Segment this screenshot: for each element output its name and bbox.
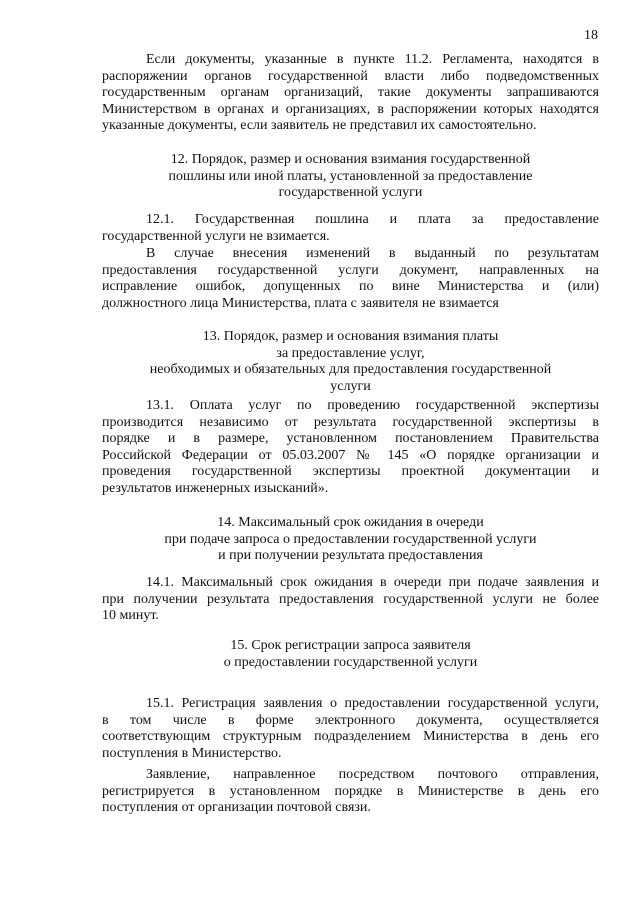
text-line: предоставления государственной услуги документ, направленных на	[102, 262, 599, 278]
text-line: В случае внесения изменений в выданный по результатам	[146, 246, 599, 261]
heading-line: государственной услуги	[278, 185, 423, 200]
section-heading-12	[102, 152, 599, 202]
section-heading-14	[102, 515, 599, 565]
section-heading-13	[102, 329, 599, 395]
text-line: соответствующим структурным подразделением Министерства в день его	[102, 729, 599, 744]
section-heading-15	[102, 638, 599, 671]
heading-line: 13. Порядок, размер и основания взимания платы	[202, 329, 499, 344]
text-line: Российской Федерации от 05.03.2007 № 145 «О порядке организации и	[102, 447, 599, 463]
paragraph-15-1	[102, 696, 599, 762]
paragraph-12-2	[102, 246, 599, 312]
text-line: указанные документы, если заявитель не представил их самостоятельно.	[102, 118, 537, 133]
text-line: Заявление, направленное посредством почтового отправления,	[146, 767, 599, 782]
heading-line: пошлины или иной платы, установленной за предоставление	[168, 168, 533, 184]
heading-line: услуги	[330, 378, 371, 394]
text-line: 13.1. Оплата услуг по проведению государственной экспертизы	[146, 398, 599, 413]
text-line: 10 минут.	[102, 608, 159, 623]
text-line: Министерством в органах и организациях, в распоряжении которых находятся	[102, 101, 599, 117]
text-line: государственным органам организаций, такие документы запрашиваются	[102, 85, 599, 100]
heading-line: при подаче запроса о предоставлении государственной услуги	[164, 531, 537, 547]
text-line: государственной услуги не взимается.	[102, 228, 330, 244]
text-line: поступления от организации почтовой связи.	[102, 800, 371, 815]
paragraph-14-1	[102, 575, 599, 625]
paragraph-13-1	[102, 398, 599, 497]
text-line: производится независимо от результата государственной экспертизы в	[102, 414, 599, 430]
text-line: в том числе в форме электронного документа, осуществляется	[102, 712, 599, 728]
text-line: исправление ошибок, допущенных по вине Министерства и (или)	[102, 279, 599, 294]
text-line: 12.1. Государственная пошлина и плата за предоставление	[146, 212, 599, 227]
paragraph-12-1	[102, 212, 599, 245]
text-line: порядке и в размере, установленном постановлением Правительства	[102, 431, 599, 446]
text-line: распоряжении органов государственной власти либо подведомственных	[102, 68, 599, 84]
text-line: при получении результата предоставления государственной услуги не более	[102, 591, 599, 607]
heading-line: 14. Максимальный срок ожидания в очереди	[217, 515, 484, 530]
text-line: регистрируется в установленном порядке в Министерстве в день его	[102, 783, 599, 799]
heading-line: необходимых и обязательных для предоставления государственной	[149, 362, 552, 377]
text-line: поступления в Министерство.	[102, 745, 282, 761]
text-line: результатов инженерных изысканий».	[102, 480, 329, 496]
heading-line: и при получении результата предоставления	[218, 548, 483, 563]
paragraph-15-2	[102, 767, 599, 817]
text-line: должностного лица Министерства, плата с заявителя не взимается	[102, 295, 499, 311]
page-number: 18	[584, 28, 598, 43]
text-line: 15.1. Регистрация заявления о предоставлении государственной услуги,	[146, 696, 599, 711]
text-line: Если документы, указанные в пункте 11.2. Регламента, находятся в	[146, 52, 599, 67]
heading-line: 12. Порядок, размер и основания взимания государственной	[170, 152, 531, 167]
heading-line: о предоставлении государственной услуги	[223, 654, 478, 670]
heading-line: за предоставление услуг,	[276, 345, 425, 361]
text-line: проведения государственной экспертизы проектной документации и	[102, 464, 599, 479]
text-line: 14.1. Максимальный срок ожидания в очереди при подаче заявления и	[146, 575, 599, 590]
paragraph-documents-request	[102, 52, 599, 135]
heading-line: 15. Срок регистрации запроса заявителя	[230, 638, 471, 653]
